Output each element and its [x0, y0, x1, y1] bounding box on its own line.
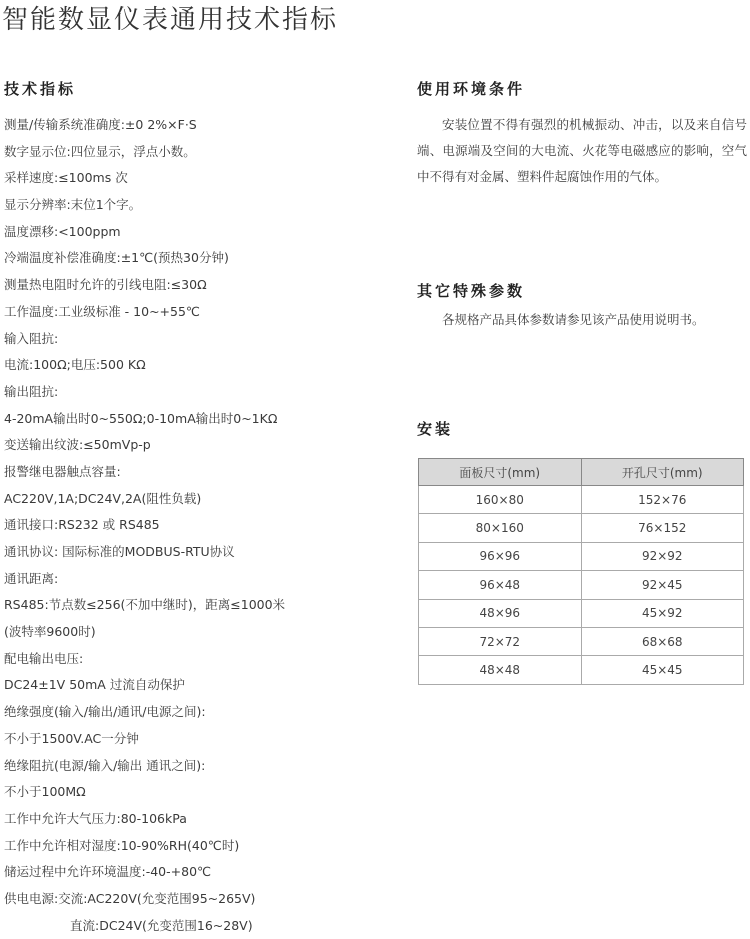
spec-line: 测量热电阻时允许的引线电阻:≤30Ω — [4, 277, 207, 293]
spec-line: 电流:100Ω;电压:500 KΩ — [4, 357, 146, 373]
spec-line: 变送输出纹波:≤50mVp-p — [4, 437, 151, 453]
spec-line: 通讯距离: — [4, 570, 59, 586]
panel-size-cell: 160×80 — [419, 486, 582, 514]
spec-line: 报警继电器触点容量: — [4, 463, 121, 479]
spec-line: 4-20mA输出时0~550Ω;0-10mA输出时0~1KΩ — [4, 410, 278, 426]
install-dimensions-table — [418, 458, 744, 685]
column-header-panel-size: 面板尺寸(mm) — [419, 459, 582, 486]
panel-size-cell: 48×96 — [419, 599, 582, 627]
panel-size-cell: 96×96 — [419, 542, 582, 570]
cutout-size-cell: 45×92 — [581, 599, 744, 627]
table-row — [419, 656, 744, 684]
spec-line: 工作中允许大气压力:80-106kPa — [4, 810, 187, 826]
spec-line: 温度漂移:<100ppm — [4, 223, 121, 239]
spec-line: 显示分辨率:末位1个字。 — [4, 197, 142, 213]
cutout-size-cell: 92×92 — [581, 542, 744, 570]
spec-line: 不小于100MΩ — [4, 784, 86, 800]
other-params-heading: 其它特殊参数 — [417, 282, 526, 300]
spec-line: 储运过程中允许环境温度:-40-+80℃ — [4, 864, 212, 880]
spec-line: DC24±1V 50mA 过流自动保护 — [4, 677, 185, 693]
spec-list — [4, 112, 404, 939]
cutout-size-cell: 92×45 — [581, 571, 744, 599]
panel-size-cell: 48×48 — [419, 656, 582, 684]
spec-line: 工作中允许相对湿度:10-90%RH(40℃时) — [4, 837, 240, 853]
panel-size-cell: 72×72 — [419, 627, 582, 655]
spec-line: 冷端温度补偿准确度:±1℃(预热30分钟) — [4, 250, 229, 266]
spec-line: 不小于1500V.AC一分钟 — [4, 730, 139, 746]
column-header-cutout-size: 开孔尺寸(mm) — [581, 459, 744, 486]
panel-size-cell: 96×48 — [419, 571, 582, 599]
table-row — [419, 571, 744, 599]
spec-line: RS485:节点数≤256(不加中继时)，距离≤1000米 — [4, 597, 286, 613]
table-row — [419, 627, 744, 655]
spec-line: 采样速度:≤100ms 次 — [4, 170, 128, 186]
cutout-size-cell: 152×76 — [581, 486, 744, 514]
cutout-size-cell: 68×68 — [581, 627, 744, 655]
spec-line: AC220V,1A;DC24V,2A(阻性负载) — [4, 490, 202, 506]
spec-line: 绝缘强度(输入/输出/通讯/电源之间): — [4, 704, 206, 720]
table-header-row — [419, 459, 744, 486]
page-title: 智能数显仪表通用技术指标 — [2, 5, 339, 35]
other-params-text: 各规格产品具体参数请参见该产品使用说明书。 — [442, 312, 705, 327]
spec-line: 绝缘阻抗(电源/输入/输出 通讯之间): — [4, 757, 206, 773]
table-row — [419, 514, 744, 542]
spec-line: 工作温度:工业级标准 - 10~+55℃ — [4, 303, 200, 319]
cutout-size-cell: 76×152 — [581, 514, 744, 542]
spec-line: 直流:DC24V(允变范围16~28V) — [70, 917, 253, 933]
environment-text: 安装位置不得有强烈的机械振动、冲击，以及来自信号端、电源端及空间的大电流、火花等电磁感应的影响，空气中不得有对金属、塑料件起腐蚀作用的气体。 — [417, 117, 747, 184]
table-row — [419, 542, 744, 570]
table-row — [419, 599, 744, 627]
spec-line: 输入阻抗: — [4, 330, 59, 346]
spec-line: 通讯接口:RS232 或 RS485 — [4, 517, 160, 533]
spec-line: 配电输出电压: — [4, 650, 84, 666]
spec-line: 输出阻抗: — [4, 383, 59, 399]
spec-heading: 技术指标 — [4, 80, 77, 98]
table-row — [419, 486, 744, 514]
panel-size-cell: 80×160 — [419, 514, 582, 542]
spec-line: 数字显示位:四位显示，浮点小数。 — [4, 143, 196, 159]
install-heading: 安装 — [417, 420, 454, 438]
spec-line: 测量/传输系统准确度:±0 2%×F·S — [4, 117, 197, 132]
spec-line: 供电电源:交流:AC220V(允变范围95~265V) — [4, 890, 256, 906]
spec-line: 通讯协议: 国际标准的MODBUS-RTU协议 — [4, 544, 235, 559]
spec-line: (波特率9600时) — [4, 624, 96, 640]
environment-heading: 使用环境条件 — [417, 80, 526, 98]
cutout-size-cell: 45×45 — [581, 656, 744, 684]
